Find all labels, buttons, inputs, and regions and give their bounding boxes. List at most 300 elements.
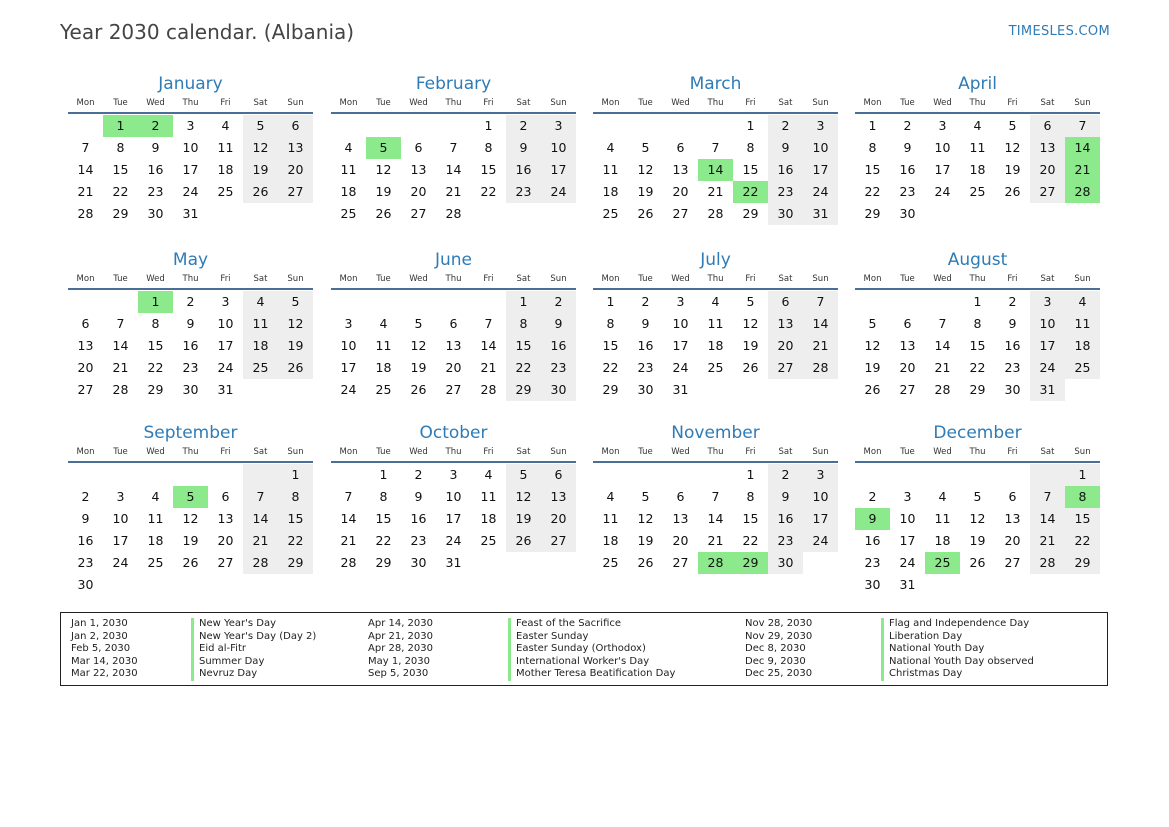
day-cell[interactable]: 26 (969, 555, 986, 570)
day-cell[interactable]: 17 (112, 533, 129, 548)
day-cell[interactable]: 28 (803, 357, 838, 379)
day-cell[interactable]: 14 (480, 338, 497, 353)
holiday-day-cell[interactable]: 1 (138, 291, 173, 313)
day-cell[interactable]: 26 (637, 206, 654, 221)
day-cell[interactable]: 20 (1004, 533, 1021, 548)
day-cell[interactable]: 26 (637, 555, 654, 570)
day-cell[interactable]: 21 (934, 360, 951, 375)
day-cell[interactable]: 3 (938, 118, 947, 133)
day-cell[interactable]: 7 (344, 489, 353, 504)
day-cell[interactable]: 27 (77, 382, 94, 397)
day-cell[interactable]: 18 (375, 360, 392, 375)
day-cell[interactable]: 4 (938, 489, 947, 504)
day-cell[interactable]: 2 (506, 115, 541, 137)
day-cell[interactable]: 2 (1008, 294, 1017, 309)
day-cell[interactable]: 22 (112, 184, 129, 199)
day-cell[interactable]: 10 (541, 137, 576, 159)
day-cell[interactable]: 5 (746, 294, 755, 309)
day-cell[interactable]: 19 (637, 184, 654, 199)
day-cell[interactable]: 6 (1008, 489, 1017, 504)
day-cell[interactable]: 29 (742, 206, 759, 221)
day-cell[interactable]: 4 (151, 489, 160, 504)
day-cell[interactable]: 29 (969, 382, 986, 397)
day-cell[interactable]: 13 (541, 486, 576, 508)
day-cell[interactable]: 13 (1004, 511, 1021, 526)
day-cell[interactable]: 13 (1030, 137, 1065, 159)
day-cell[interactable]: 30 (899, 206, 916, 221)
day-cell[interactable]: 1 (973, 294, 982, 309)
day-cell[interactable]: 21 (112, 360, 129, 375)
day-cell[interactable]: 27 (217, 555, 234, 570)
day-cell[interactable]: 12 (375, 162, 392, 177)
day-cell[interactable]: 14 (340, 511, 357, 526)
day-cell[interactable]: 4 (1065, 291, 1100, 313)
day-cell[interactable]: 22 (864, 184, 881, 199)
holiday-day-cell[interactable]: 29 (733, 552, 768, 574)
day-cell[interactable]: 15 (147, 338, 164, 353)
day-cell[interactable]: 27 (410, 206, 427, 221)
day-cell[interactable]: 8 (973, 316, 982, 331)
day-cell[interactable]: 11 (217, 140, 234, 155)
holiday-day-cell[interactable]: 28 (698, 552, 733, 574)
day-cell[interactable]: 31 (445, 555, 462, 570)
day-cell[interactable]: 7 (449, 140, 458, 155)
day-cell[interactable]: 28 (1030, 552, 1065, 574)
day-cell[interactable]: 17 (899, 533, 916, 548)
day-cell[interactable]: 24 (899, 555, 916, 570)
day-cell[interactable]: 31 (217, 382, 234, 397)
day-cell[interactable]: 30 (410, 555, 427, 570)
day-cell[interactable]: 14 (934, 338, 951, 353)
day-cell[interactable]: 12 (1004, 140, 1021, 155)
day-cell[interactable]: 5 (414, 316, 423, 331)
day-cell[interactable]: 1 (606, 294, 615, 309)
day-cell[interactable]: 8 (746, 489, 755, 504)
day-cell[interactable]: 23 (147, 184, 164, 199)
day-cell[interactable]: 22 (147, 360, 164, 375)
day-cell[interactable]: 16 (637, 338, 654, 353)
day-cell[interactable]: 24 (182, 184, 199, 199)
day-cell[interactable]: 21 (803, 335, 838, 357)
day-cell[interactable]: 3 (1030, 291, 1065, 313)
day-cell[interactable]: 29 (112, 206, 129, 221)
day-cell[interactable]: 26 (742, 360, 759, 375)
day-cell[interactable]: 9 (641, 316, 650, 331)
day-cell[interactable]: 21 (445, 184, 462, 199)
day-cell[interactable]: 7 (484, 316, 493, 331)
day-cell[interactable]: 8 (278, 486, 313, 508)
day-cell[interactable]: 11 (707, 316, 724, 331)
day-cell[interactable]: 25 (480, 533, 497, 548)
day-cell[interactable]: 14 (1030, 508, 1065, 530)
day-cell[interactable]: 9 (541, 313, 576, 335)
holiday-day-cell[interactable]: 14 (1065, 137, 1100, 159)
day-cell[interactable]: 25 (340, 206, 357, 221)
day-cell[interactable]: 28 (112, 382, 129, 397)
day-cell[interactable]: 12 (243, 137, 278, 159)
day-cell[interactable]: 28 (77, 206, 94, 221)
day-cell[interactable]: 1 (746, 467, 755, 482)
day-cell[interactable]: 19 (278, 335, 313, 357)
day-cell[interactable]: 14 (243, 508, 278, 530)
day-cell[interactable]: 17 (182, 162, 199, 177)
day-cell[interactable]: 18 (602, 184, 619, 199)
day-cell[interactable]: 16 (410, 511, 427, 526)
day-cell[interactable]: 31 (803, 203, 838, 225)
day-cell[interactable]: 24 (340, 382, 357, 397)
day-cell[interactable]: 15 (864, 162, 881, 177)
day-cell[interactable]: 6 (541, 464, 576, 486)
day-cell[interactable]: 21 (707, 184, 724, 199)
day-cell[interactable]: 1 (868, 118, 877, 133)
day-cell[interactable]: 20 (1030, 159, 1065, 181)
day-cell[interactable]: 27 (899, 382, 916, 397)
day-cell[interactable]: 24 (1030, 357, 1065, 379)
day-cell[interactable]: 22 (1065, 530, 1100, 552)
day-cell[interactable]: 29 (278, 552, 313, 574)
day-cell[interactable]: 4 (973, 118, 982, 133)
day-cell[interactable]: 12 (637, 511, 654, 526)
day-cell[interactable]: 18 (969, 162, 986, 177)
day-cell[interactable]: 7 (1065, 115, 1100, 137)
day-cell[interactable]: 27 (541, 530, 576, 552)
day-cell[interactable]: 18 (243, 335, 278, 357)
day-cell[interactable]: 4 (344, 140, 353, 155)
day-cell[interactable]: 3 (449, 467, 458, 482)
day-cell[interactable]: 18 (934, 533, 951, 548)
day-cell[interactable]: 23 (541, 357, 576, 379)
day-cell[interactable]: 15 (506, 335, 541, 357)
day-cell[interactable]: 20 (278, 159, 313, 181)
day-cell[interactable]: 15 (112, 162, 129, 177)
day-cell[interactable]: 20 (672, 184, 689, 199)
day-cell[interactable]: 10 (445, 489, 462, 504)
day-cell[interactable]: 11 (340, 162, 357, 177)
day-cell[interactable]: 1 (1065, 464, 1100, 486)
day-cell[interactable]: 3 (803, 464, 838, 486)
day-cell[interactable]: 28 (243, 552, 278, 574)
day-cell[interactable]: 29 (375, 555, 392, 570)
day-cell[interactable]: 3 (803, 115, 838, 137)
day-cell[interactable]: 19 (864, 360, 881, 375)
day-cell[interactable]: 19 (375, 184, 392, 199)
day-cell[interactable]: 5 (641, 489, 650, 504)
day-cell[interactable]: 30 (147, 206, 164, 221)
day-cell[interactable]: 2 (868, 489, 877, 504)
day-cell[interactable]: 23 (182, 360, 199, 375)
day-cell[interactable]: 22 (480, 184, 497, 199)
day-cell[interactable]: 8 (606, 316, 615, 331)
day-cell[interactable]: 12 (506, 486, 541, 508)
day-cell[interactable]: 5 (641, 140, 650, 155)
day-cell[interactable]: 16 (506, 159, 541, 181)
day-cell[interactable]: 5 (243, 115, 278, 137)
holiday-day-cell[interactable]: 25 (925, 552, 960, 574)
day-cell[interactable]: 24 (934, 184, 951, 199)
day-cell[interactable]: 27 (672, 206, 689, 221)
day-cell[interactable]: 29 (602, 382, 619, 397)
day-cell[interactable]: 9 (506, 137, 541, 159)
day-cell[interactable]: 11 (243, 313, 278, 335)
day-cell[interactable]: 14 (112, 338, 129, 353)
day-cell[interactable]: 6 (676, 140, 685, 155)
day-cell[interactable]: 8 (746, 140, 755, 155)
day-cell[interactable]: 10 (1030, 313, 1065, 335)
day-cell[interactable]: 29 (864, 206, 881, 221)
holiday-day-cell[interactable]: 5 (173, 486, 208, 508)
day-cell[interactable]: 13 (410, 162, 427, 177)
day-cell[interactable]: 28 (934, 382, 951, 397)
holiday-day-cell[interactable]: 2 (138, 115, 173, 137)
day-cell[interactable]: 21 (340, 533, 357, 548)
day-cell[interactable]: 22 (278, 530, 313, 552)
day-cell[interactable]: 1 (278, 464, 313, 486)
day-cell[interactable]: 12 (410, 338, 427, 353)
day-cell[interactable]: 10 (803, 137, 838, 159)
day-cell[interactable]: 16 (768, 159, 803, 181)
day-cell[interactable]: 15 (278, 508, 313, 530)
holiday-day-cell[interactable]: 28 (1065, 181, 1100, 203)
day-cell[interactable]: 15 (969, 338, 986, 353)
day-cell[interactable]: 21 (243, 530, 278, 552)
day-cell[interactable]: 9 (414, 489, 423, 504)
day-cell[interactable]: 28 (707, 206, 724, 221)
day-cell[interactable]: 2 (541, 291, 576, 313)
day-cell[interactable]: 27 (278, 181, 313, 203)
day-cell[interactable]: 16 (77, 533, 94, 548)
site-link[interactable]: TIMESLES.COM (1008, 24, 1110, 39)
day-cell[interactable]: 28 (445, 206, 462, 221)
day-cell[interactable]: 21 (77, 184, 94, 199)
day-cell[interactable]: 3 (903, 489, 912, 504)
day-cell[interactable]: 31 (1030, 379, 1065, 401)
day-cell[interactable]: 20 (768, 335, 803, 357)
day-cell[interactable]: 25 (147, 555, 164, 570)
day-cell[interactable]: 26 (375, 206, 392, 221)
day-cell[interactable]: 25 (602, 555, 619, 570)
day-cell[interactable]: 4 (711, 294, 720, 309)
holiday-day-cell[interactable]: 1 (103, 115, 138, 137)
day-cell[interactable]: 7 (116, 316, 125, 331)
day-cell[interactable]: 10 (934, 140, 951, 155)
day-cell[interactable]: 16 (541, 335, 576, 357)
day-cell[interactable]: 3 (676, 294, 685, 309)
day-cell[interactable]: 15 (602, 338, 619, 353)
day-cell[interactable]: 25 (969, 184, 986, 199)
holiday-day-cell[interactable]: 5 (366, 137, 401, 159)
day-cell[interactable]: 18 (602, 533, 619, 548)
day-cell[interactable]: 26 (1004, 184, 1021, 199)
day-cell[interactable]: 19 (742, 338, 759, 353)
day-cell[interactable]: 8 (484, 140, 493, 155)
day-cell[interactable]: 7 (711, 140, 720, 155)
day-cell[interactable]: 6 (414, 140, 423, 155)
day-cell[interactable]: 27 (1004, 555, 1021, 570)
day-cell[interactable]: 3 (116, 489, 125, 504)
day-cell[interactable]: 12 (742, 316, 759, 331)
day-cell[interactable]: 25 (375, 382, 392, 397)
day-cell[interactable]: 17 (934, 162, 951, 177)
day-cell[interactable]: 23 (410, 533, 427, 548)
day-cell[interactable]: 17 (672, 338, 689, 353)
day-cell[interactable]: 12 (278, 313, 313, 335)
day-cell[interactable]: 6 (81, 316, 90, 331)
day-cell[interactable]: 15 (375, 511, 392, 526)
day-cell[interactable]: 6 (1030, 115, 1065, 137)
day-cell[interactable]: 23 (768, 530, 803, 552)
day-cell[interactable]: 18 (707, 338, 724, 353)
day-cell[interactable]: 30 (541, 379, 576, 401)
day-cell[interactable]: 9 (81, 511, 90, 526)
day-cell[interactable]: 24 (217, 360, 234, 375)
day-cell[interactable]: 30 (182, 382, 199, 397)
day-cell[interactable]: 21 (1030, 530, 1065, 552)
day-cell[interactable]: 23 (1004, 360, 1021, 375)
day-cell[interactable]: 27 (445, 382, 462, 397)
day-cell[interactable]: 2 (81, 489, 90, 504)
day-cell[interactable]: 20 (445, 360, 462, 375)
day-cell[interactable]: 4 (484, 467, 493, 482)
day-cell[interactable]: 21 (480, 360, 497, 375)
day-cell[interactable]: 25 (243, 357, 278, 379)
day-cell[interactable]: 10 (899, 511, 916, 526)
day-cell[interactable]: 20 (899, 360, 916, 375)
day-cell[interactable]: 31 (899, 577, 916, 592)
day-cell[interactable]: 24 (803, 530, 838, 552)
day-cell[interactable]: 1 (484, 118, 493, 133)
day-cell[interactable]: 15 (742, 511, 759, 526)
day-cell[interactable]: 18 (147, 533, 164, 548)
day-cell[interactable]: 13 (899, 338, 916, 353)
day-cell[interactable]: 30 (637, 382, 654, 397)
day-cell[interactable]: 13 (672, 162, 689, 177)
day-cell[interactable]: 13 (77, 338, 94, 353)
day-cell[interactable]: 28 (340, 555, 357, 570)
day-cell[interactable]: 19 (243, 159, 278, 181)
day-cell[interactable]: 19 (506, 508, 541, 530)
day-cell[interactable]: 8 (868, 140, 877, 155)
day-cell[interactable]: 11 (375, 338, 392, 353)
day-cell[interactable]: 24 (803, 181, 838, 203)
day-cell[interactable]: 19 (1004, 162, 1021, 177)
day-cell[interactable]: 26 (864, 382, 881, 397)
day-cell[interactable]: 6 (449, 316, 458, 331)
day-cell[interactable]: 5 (973, 489, 982, 504)
day-cell[interactable]: 26 (410, 382, 427, 397)
day-cell[interactable]: 31 (672, 382, 689, 397)
day-cell[interactable]: 3 (344, 316, 353, 331)
day-cell[interactable]: 10 (182, 140, 199, 155)
day-cell[interactable]: 15 (480, 162, 497, 177)
day-cell[interactable]: 10 (803, 486, 838, 508)
day-cell[interactable]: 3 (186, 118, 195, 133)
day-cell[interactable]: 13 (217, 511, 234, 526)
day-cell[interactable]: 29 (506, 379, 541, 401)
day-cell[interactable]: 7 (81, 140, 90, 155)
day-cell[interactable]: 22 (969, 360, 986, 375)
day-cell[interactable]: 20 (541, 508, 576, 530)
day-cell[interactable]: 12 (864, 338, 881, 353)
day-cell[interactable]: 6 (676, 489, 685, 504)
day-cell[interactable]: 23 (506, 181, 541, 203)
day-cell[interactable]: 14 (77, 162, 94, 177)
day-cell[interactable]: 7 (711, 489, 720, 504)
day-cell[interactable]: 24 (112, 555, 129, 570)
day-cell[interactable]: 23 (899, 184, 916, 199)
day-cell[interactable]: 28 (480, 382, 497, 397)
day-cell[interactable]: 25 (707, 360, 724, 375)
day-cell[interactable]: 25 (1065, 357, 1100, 379)
day-cell[interactable]: 6 (768, 291, 803, 313)
day-cell[interactable]: 26 (506, 530, 541, 552)
day-cell[interactable]: 16 (864, 533, 881, 548)
day-cell[interactable]: 11 (480, 489, 497, 504)
day-cell[interactable]: 4 (243, 291, 278, 313)
day-cell[interactable]: 24 (445, 533, 462, 548)
holiday-day-cell[interactable]: 8 (1065, 486, 1100, 508)
day-cell[interactable]: 9 (1008, 316, 1017, 331)
day-cell[interactable]: 20 (77, 360, 94, 375)
day-cell[interactable]: 5 (868, 316, 877, 331)
day-cell[interactable]: 29 (147, 382, 164, 397)
day-cell[interactable]: 30 (768, 203, 803, 225)
day-cell[interactable]: 30 (1004, 382, 1021, 397)
day-cell[interactable]: 16 (1004, 338, 1021, 353)
day-cell[interactable]: 20 (410, 184, 427, 199)
day-cell[interactable]: 23 (864, 555, 881, 570)
day-cell[interactable]: 29 (1065, 552, 1100, 574)
day-cell[interactable]: 8 (151, 316, 160, 331)
day-cell[interactable]: 9 (768, 486, 803, 508)
day-cell[interactable]: 30 (864, 577, 881, 592)
day-cell[interactable]: 5 (1008, 118, 1017, 133)
day-cell[interactable]: 22 (506, 357, 541, 379)
day-cell[interactable]: 9 (768, 137, 803, 159)
day-cell[interactable]: 2 (903, 118, 912, 133)
day-cell[interactable]: 4 (606, 489, 615, 504)
day-cell[interactable]: 17 (541, 159, 576, 181)
day-cell[interactable]: 16 (768, 508, 803, 530)
day-cell[interactable]: 2 (186, 294, 195, 309)
day-cell[interactable]: 22 (742, 533, 759, 548)
day-cell[interactable]: 24 (541, 181, 576, 203)
day-cell[interactable]: 17 (1030, 335, 1065, 357)
day-cell[interactable]: 7 (938, 316, 947, 331)
day-cell[interactable]: 23 (768, 181, 803, 203)
day-cell[interactable]: 15 (1065, 508, 1100, 530)
day-cell[interactable]: 3 (221, 294, 230, 309)
holiday-day-cell[interactable]: 22 (733, 181, 768, 203)
day-cell[interactable]: 10 (217, 316, 234, 331)
day-cell[interactable]: 30 (77, 577, 94, 592)
day-cell[interactable]: 6 (278, 115, 313, 137)
day-cell[interactable]: 7 (803, 291, 838, 313)
day-cell[interactable]: 7 (1030, 486, 1065, 508)
day-cell[interactable]: 10 (112, 511, 129, 526)
day-cell[interactable]: 2 (768, 115, 803, 137)
day-cell[interactable]: 13 (445, 338, 462, 353)
day-cell[interactable]: 1 (506, 291, 541, 313)
day-cell[interactable]: 26 (278, 357, 313, 379)
day-cell[interactable]: 9 (903, 140, 912, 155)
day-cell[interactable]: 13 (672, 511, 689, 526)
day-cell[interactable]: 16 (182, 338, 199, 353)
day-cell[interactable]: 16 (899, 162, 916, 177)
day-cell[interactable]: 7 (243, 486, 278, 508)
day-cell[interactable]: 14 (445, 162, 462, 177)
day-cell[interactable]: 6 (903, 316, 912, 331)
day-cell[interactable]: 18 (480, 511, 497, 526)
